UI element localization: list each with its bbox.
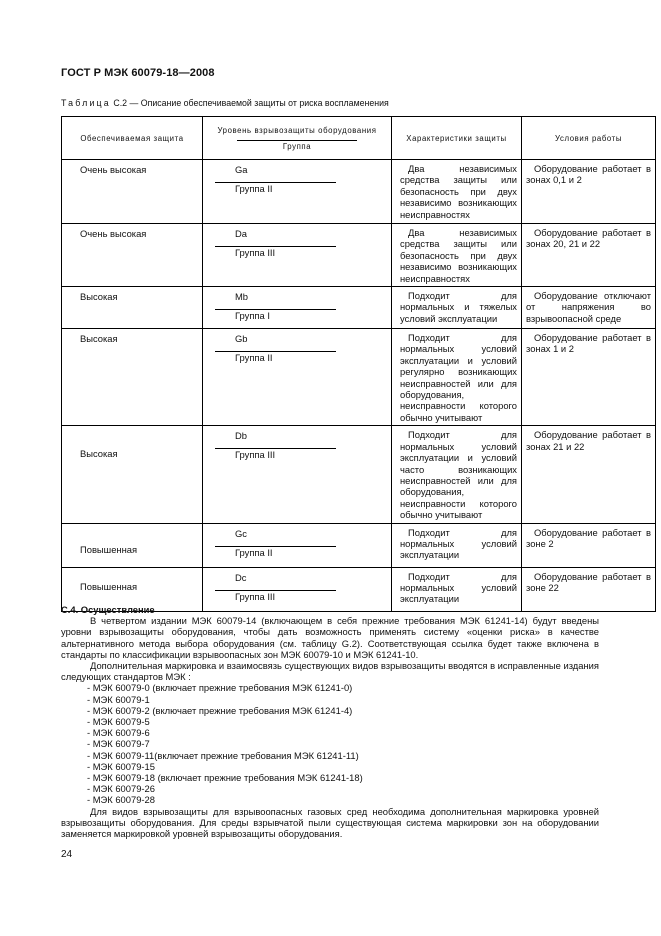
list-item: - МЭК 60079-6	[87, 727, 150, 739]
protection-level: Высокая	[80, 333, 118, 345]
conditions-cell	[522, 224, 656, 287]
operating-conditions: Оборудование работает в зоне 22	[526, 570, 651, 593]
operating-conditions: Оборудование работает в зонах 21 и 22	[526, 429, 651, 452]
operating-conditions: Оборудование работает в зонах 20, 21 и 22	[526, 227, 651, 250]
list-item: - МЭК 60079-26	[87, 783, 155, 795]
conditions-cell	[522, 329, 656, 426]
protection-level-cell	[62, 329, 203, 426]
document-header: ГОСТ Р МЭК 60079-18—2008	[61, 67, 215, 79]
protection-level-cell	[62, 287, 203, 329]
equipment-level-code: Da	[235, 228, 247, 239]
header-equipment-level	[203, 117, 392, 160]
equipment-level-code: Mb	[235, 291, 249, 303]
equipment-group: Группа III	[235, 449, 276, 461]
equipment-group: Группа III	[235, 247, 276, 258]
characteristics-cell	[392, 287, 522, 329]
operating-conditions: Оборудование отключают от напряжения во взрывоопасной среде	[526, 290, 651, 324]
standards-list	[61, 682, 599, 805]
protection-level-cell	[62, 523, 203, 567]
protection-level-cell	[62, 160, 203, 224]
conditions-cell	[522, 287, 656, 329]
list-item: - МЭК 60079-15	[87, 760, 155, 772]
protection-table	[61, 116, 656, 612]
equipment-group: Группа I	[235, 310, 270, 322]
protection-characteristics: Два независимых средства защиты или безопасность при двух независимо возникающих неисправностях	[400, 163, 517, 220]
table-row	[62, 523, 656, 567]
header-characteristics: Характеристики защиты	[392, 117, 522, 160]
list-item: - МЭК 60079-1	[87, 693, 150, 705]
section-paragraph-2: Дополнительная маркировка и взаимосвязь существующих видов взрывозащиты вводятся в исправленные издания следующих стандартов МЭК :	[61, 660, 599, 683]
protection-level: Высокая	[80, 291, 118, 303]
protection-characteristics: Подходит для нормальных условий эксплуатации	[400, 526, 517, 561]
equipment-level-cell	[203, 160, 392, 224]
list-item: - МЭК 60079-28	[87, 794, 155, 806]
characteristics-cell	[392, 224, 522, 287]
characteristics-cell	[392, 160, 522, 224]
table-header-row	[62, 117, 656, 160]
equipment-group: Группа II	[235, 183, 273, 194]
equipment-level-code: Dc	[235, 571, 247, 583]
equipment-level-code: Ga	[235, 164, 248, 175]
operating-conditions: Оборудование работает в зоне 2	[526, 526, 651, 549]
table-caption-text: С.2 — Описание обеспечиваемой защиты от риска воспламенения	[113, 98, 389, 108]
header-level-bottom: Группа	[282, 141, 312, 151]
protection-level: Повышенная	[80, 543, 138, 555]
equipment-level-cell	[203, 523, 392, 567]
protection-characteristics: Подходит для нормальных и тяжелых условий эксплуатации	[400, 290, 517, 324]
operating-conditions: Оборудование работает в зонах 1 и 2	[526, 332, 651, 355]
equipment-group: Группа III	[235, 590, 276, 602]
equipment-level-code: Gc	[235, 527, 247, 539]
header-protection: Обеспечиваемая защита	[62, 117, 203, 160]
header-level-top: Уровень взрывозащиты оборудования	[217, 125, 377, 135]
protection-level: Повышенная	[80, 580, 138, 592]
section-paragraph-3: Для видов взрывозащиты для взрывоопасных газовых сред необходима дополнительная маркировка уровней взрывозащиты оборудования. Для среды взрывчатой пыли существующая система маркировки зон на оборудовании заменяется маркировкой уровней взрывозащиты оборудования.	[61, 805, 599, 840]
section-paragraph-1: В четвертом издании МЭК 60079-14 (включающем в себя прежние требования МЭК 61241-14) будут введены уровни взрывозащиты оборудования, чтобы дать возможность применять систему «оценки риска» в качестве альтернативного метода выбора оборудования (см. таблицу G.2). Соответствующая ссылка будет также включена в стандарты по классификации взрывоопасных зон МЭК 60079-10 и МЭК 61241-10.	[61, 615, 599, 660]
protection-level: Очень высокая	[80, 164, 147, 175]
table-row	[62, 426, 656, 523]
list-item: - МЭК 60079-11(включает прежние требования МЭК 61241-11)	[87, 749, 359, 761]
characteristics-cell	[392, 426, 522, 523]
protection-level-cell	[62, 426, 203, 523]
table-row	[62, 287, 656, 329]
list-item: - МЭК 60079-7	[87, 738, 150, 750]
characteristics-cell	[392, 329, 522, 426]
protection-characteristics: Подходит для нормальных условий эксплуатации и условий регулярно возникающих неисправностей или для оборудования, неисправности которого обычно учитывают	[400, 332, 517, 423]
table-caption-prefix: Таблица	[61, 98, 111, 108]
equipment-level-cell	[203, 426, 392, 523]
header-conditions: Условия работы	[522, 117, 656, 160]
list-item: - МЭК 60079-18 (включает прежние требования МЭК 61241-18)	[87, 772, 363, 784]
conditions-cell	[522, 523, 656, 567]
table-row	[62, 160, 656, 224]
page-number: 24	[61, 849, 73, 860]
operating-conditions: Оборудование работает в зонах 0,1 и 2	[526, 163, 651, 186]
protection-level: Высокая	[80, 448, 118, 460]
characteristics-cell	[392, 523, 522, 567]
conditions-cell	[522, 160, 656, 224]
equipment-level-cell	[203, 329, 392, 426]
list-item: - МЭК 60079-0 (включает прежние требования МЭК 61241-0)	[87, 682, 353, 694]
table-caption	[61, 98, 389, 108]
equipment-level-code: Db	[235, 430, 247, 442]
protection-characteristics: Подходит для нормальных условий эксплуатации и условий часто возникающих неисправностей или для оборудования, неисправности которого обычно учитывают	[400, 429, 517, 521]
equipment-group: Группа II	[235, 352, 273, 364]
table-row	[62, 329, 656, 426]
protection-level: Очень высокая	[80, 228, 147, 239]
equipment-group: Группа II	[235, 546, 273, 558]
protection-level-cell	[62, 224, 203, 287]
section-title: С.4. Осуществление	[61, 604, 155, 615]
equipment-level-cell	[203, 287, 392, 329]
protection-characteristics: Два независимых средства защиты или безопасность при двух независимо возникающих неисправностях	[400, 227, 517, 284]
equipment-level-cell	[203, 224, 392, 287]
section-body	[61, 604, 599, 839]
list-item: - МЭК 60079-5	[87, 716, 150, 728]
conditions-cell	[522, 426, 656, 523]
list-item: - МЭК 60079-2 (включает прежние требования МЭК 61241-4)	[87, 704, 353, 716]
equipment-level-code: Gb	[235, 333, 248, 345]
protection-characteristics: Подходит для нормальных условий эксплуатации	[400, 570, 517, 605]
table-row	[62, 224, 656, 287]
